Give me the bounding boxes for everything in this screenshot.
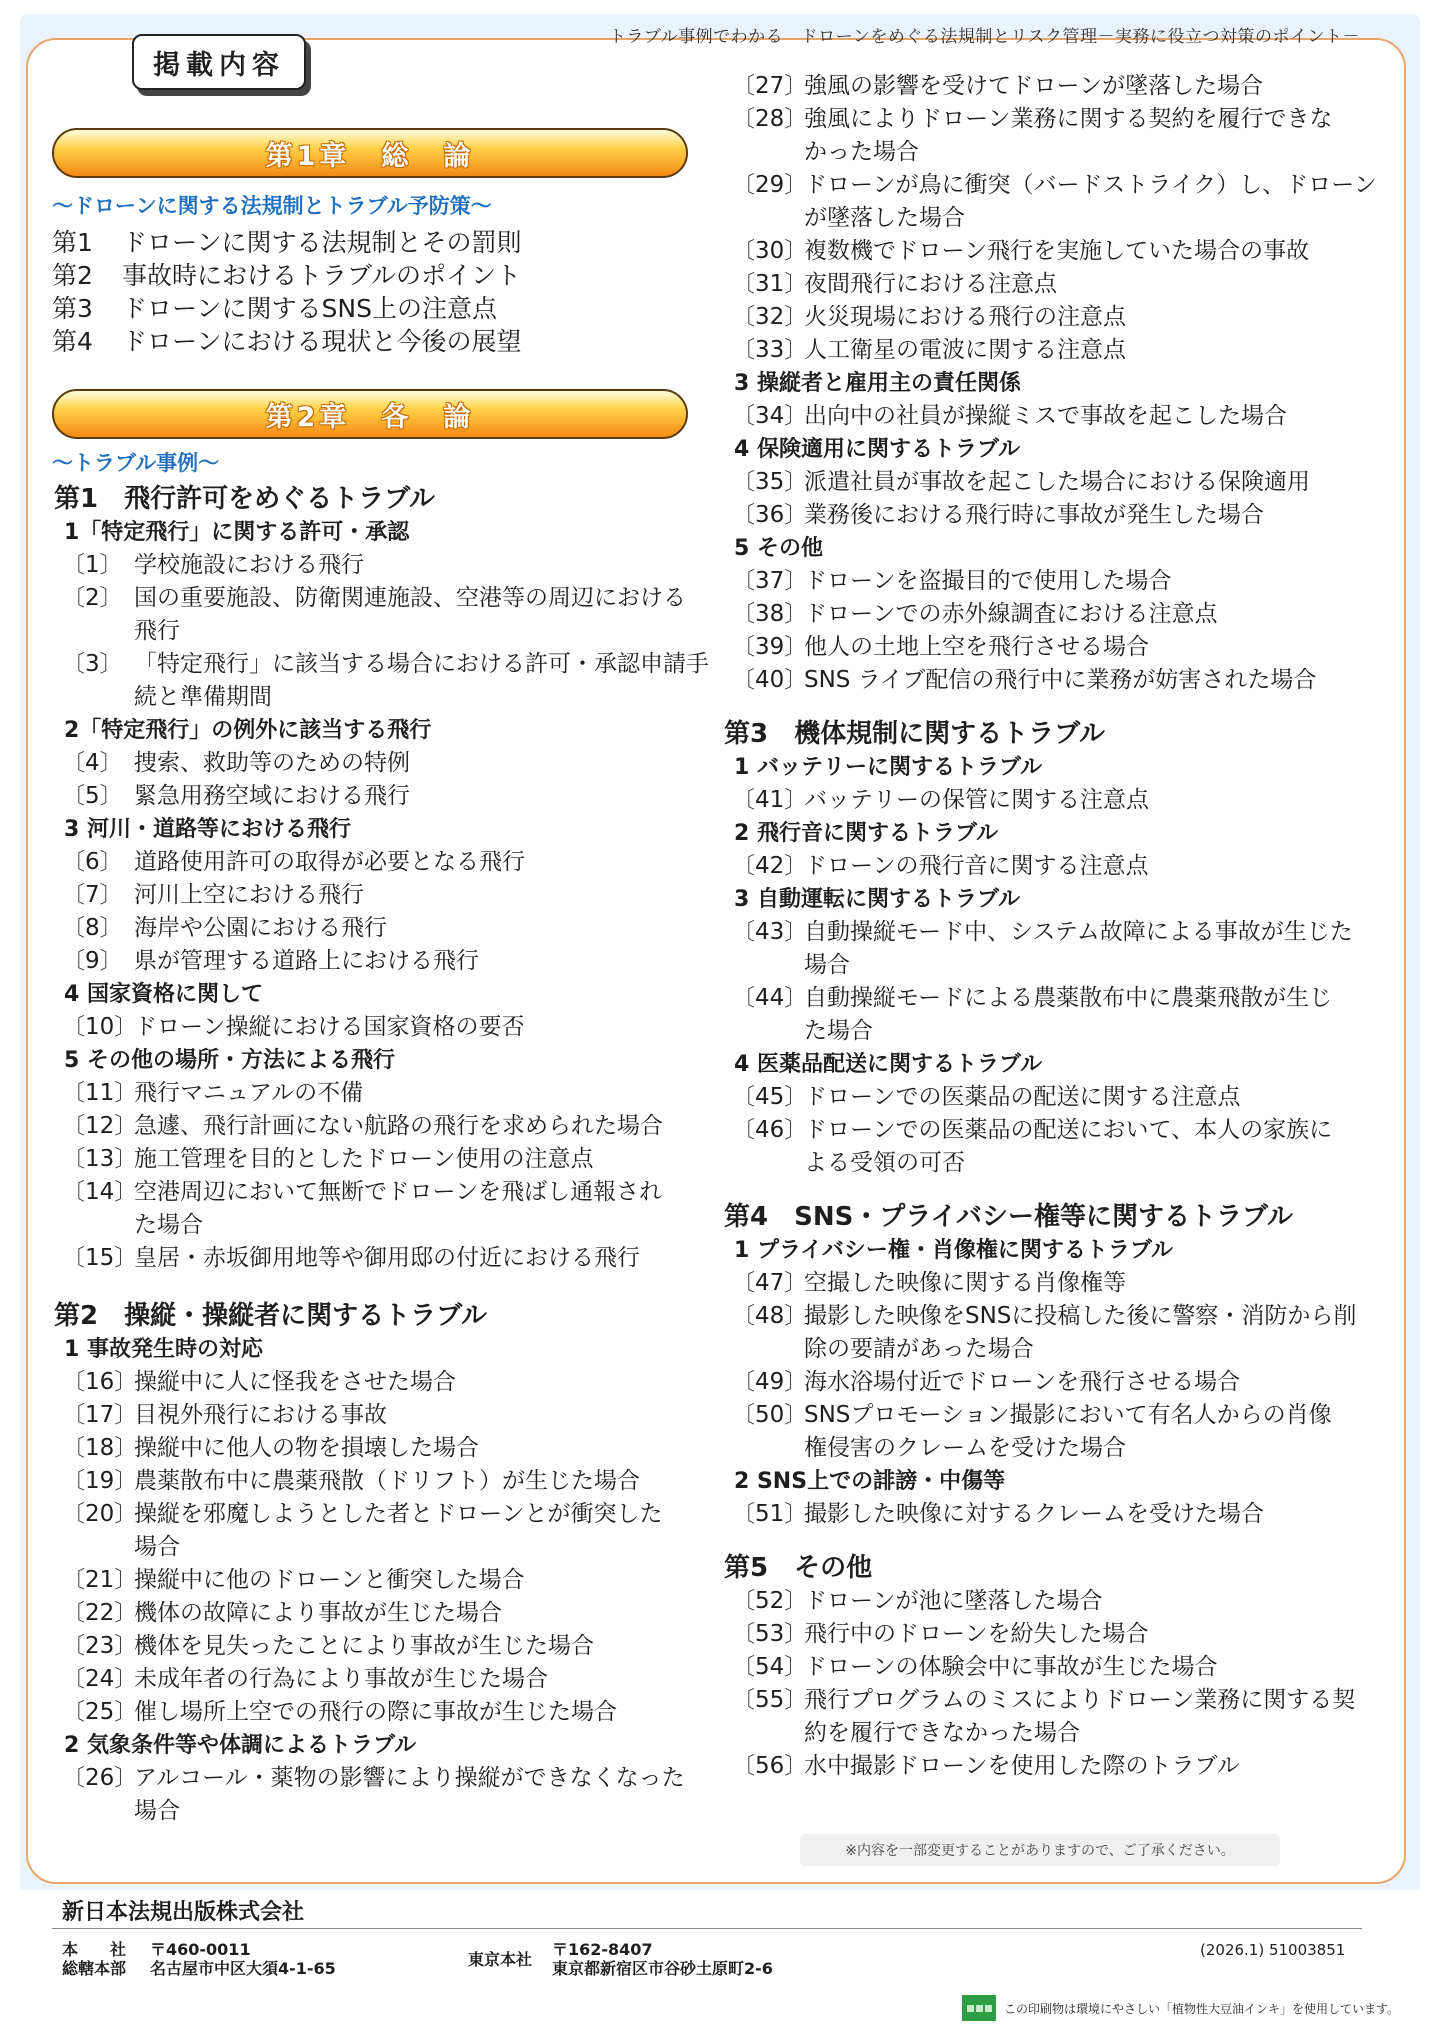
case-number: 〔26〕 — [62, 1765, 138, 1791]
case-number: 〔47〕 — [732, 1270, 808, 1296]
case-number: 〔30〕 — [732, 238, 808, 264]
subsection-heading: 2「特定飛行」の例外に該当する飛行 — [64, 718, 432, 743]
case-title: 撮影した映像をSNSに投稿した後に警察・消防から削 — [804, 1303, 1357, 1329]
case-number: 〔36〕 — [732, 502, 808, 528]
case-title: 他人の土地上空を飛行させる場合 — [804, 634, 1149, 660]
case-item — [722, 664, 1372, 697]
spacer — [722, 697, 1372, 717]
case-title-cont: た場合 — [134, 1212, 203, 1238]
case-title: 機体の故障により事故が生じた場合 — [134, 1600, 502, 1626]
case-title: 飛行中のドローンを紛失した場合 — [804, 1621, 1149, 1647]
case-title: 自動操縦モード中、システム故障による事故が生じた — [804, 919, 1353, 945]
chapter1-item-3: 第3 ドローンに関するSNS上の注意点 — [52, 294, 497, 323]
case-title: 国の重要施設、防衛関連施設、空港等の周辺における — [134, 585, 686, 611]
case-item — [722, 70, 1372, 103]
case-item — [52, 648, 709, 714]
case-item — [722, 1750, 1372, 1783]
case-number: 〔19〕 — [62, 1468, 138, 1494]
case-title-cont: た場合 — [804, 1018, 873, 1044]
case-title: 海水浴場付近でドローンを飛行させる場合 — [804, 1369, 1241, 1395]
case-item — [722, 631, 1372, 664]
case-title: バッテリーの保管に関する注意点 — [804, 787, 1149, 813]
case-number: 〔3〕 — [62, 651, 123, 677]
case-title: 催し場所上空での飛行の際に事故が生じた場合 — [134, 1699, 617, 1725]
case-item — [52, 1242, 702, 1275]
case-title-cont: が墜落した場合 — [804, 205, 965, 231]
case-item — [722, 169, 1377, 235]
case-number: 〔40〕 — [732, 667, 808, 693]
case-title: アルコール・薬物の影響により操縦ができなくなった — [134, 1765, 685, 1791]
case-number: 〔37〕 — [732, 568, 808, 594]
section-heading: 第1 飛行許可をめぐるトラブル — [54, 484, 436, 514]
case-item — [722, 1684, 1372, 1750]
case-title: ドローンでの医薬品の配送において、本人の家族に — [804, 1117, 1333, 1143]
section-heading: 第4 SNS・プライバシー権等に関するトラブル — [724, 1202, 1293, 1232]
case-title: 空撮した映像に関する肖像権等 — [804, 1270, 1126, 1296]
case-item — [52, 1498, 702, 1564]
case-number: 〔17〕 — [62, 1402, 138, 1428]
case-item — [52, 549, 702, 582]
case-item — [52, 1176, 702, 1242]
spacer — [52, 1275, 702, 1299]
case-title: 捜索、救助等のための特例 — [134, 750, 410, 776]
case-item — [52, 1762, 702, 1828]
case-number: 〔55〕 — [732, 1687, 808, 1713]
chapter2-banner: 第2章 各 論 — [52, 389, 688, 439]
case-item — [722, 1585, 1372, 1618]
case-title-cont: 飛行 — [134, 618, 180, 644]
case-number: 〔38〕 — [732, 601, 808, 627]
case-number: 〔15〕 — [62, 1245, 138, 1271]
case-title: 水中撮影ドローンを使用した際のトラブル — [804, 1753, 1240, 1779]
case-number: 〔52〕 — [732, 1588, 808, 1614]
subsection-heading: 2 飛行音に関するトラブル — [734, 821, 999, 846]
case-title: 操縦中に人に怪我をさせた場合 — [134, 1369, 456, 1395]
case-number: 〔53〕 — [732, 1621, 808, 1647]
case-number: 〔49〕 — [732, 1369, 808, 1395]
case-title: 操縦を邪魔しようとした者とドローンとが衝突した — [134, 1501, 663, 1527]
case-title: 河川上空における飛行 — [134, 882, 364, 908]
case-number: 〔4〕 — [62, 750, 123, 776]
subsection-heading: 5 その他 — [734, 536, 823, 561]
case-title-cont: 続と準備期間 — [134, 684, 272, 710]
case-item — [722, 784, 1372, 817]
case-number: 〔10〕 — [62, 1014, 138, 1040]
hq-address: 〒460-0011 名古屋市中区大須4-1-65 — [150, 1940, 336, 1978]
case-title: 複数機でドローン飛行を実施していた場合の事故 — [804, 238, 1310, 264]
case-number: 〔41〕 — [732, 787, 808, 813]
case-item — [52, 1399, 702, 1432]
case-number: 〔11〕 — [62, 1080, 138, 1106]
case-title: 出向中の社員が操縦ミスで事故を起こした場合 — [804, 403, 1287, 429]
eco-notice — [962, 1995, 1399, 2021]
case-number: 〔22〕 — [62, 1600, 138, 1626]
case-item — [52, 1110, 702, 1143]
case-item — [52, 1143, 702, 1176]
case-title: 道路使用許可の取得が必要となる飛行 — [134, 849, 525, 875]
footer-divider — [52, 1928, 1362, 1929]
section-heading: 第2 操縦・操縦者に関するトラブル — [54, 1301, 488, 1331]
case-number: 〔14〕 — [62, 1179, 138, 1205]
case-number: 〔34〕 — [732, 403, 808, 429]
case-item — [52, 879, 702, 912]
right-column — [722, 70, 1377, 1783]
case-item — [52, 912, 702, 945]
case-item — [52, 1663, 702, 1696]
case-title: ドローンでの医薬品の配送に関する注意点 — [804, 1084, 1241, 1110]
hq-label: 本 社 総轄本部 — [62, 1940, 127, 1978]
case-title: SNSプロモーション撮影において有名人からの肖像 — [804, 1402, 1332, 1428]
subsection-heading: 2 SNS上での誹謗・中傷等 — [734, 1469, 1006, 1494]
section-heading: 第5 その他 — [724, 1553, 873, 1583]
case-title: 目視外飛行における事故 — [134, 1402, 387, 1428]
subsection-heading: 1 バッテリーに関するトラブル — [734, 755, 1043, 780]
tokyo-address: 〒162-8407 東京都新宿区市谷砂土原町2-6 — [552, 1940, 773, 1978]
case-title-cont: 除の要請があった場合 — [804, 1336, 1034, 1362]
case-title: SNS ライブ配信の飛行中に業務が妨害された場合 — [804, 667, 1317, 693]
case-item — [722, 916, 1372, 982]
chapter1-banner: 第1章 総 論 — [52, 128, 688, 178]
case-number: 〔29〕 — [732, 172, 808, 198]
case-item — [52, 1696, 702, 1729]
case-title: ドローンの飛行音に関する注意点 — [804, 853, 1149, 879]
case-number: 〔7〕 — [62, 882, 123, 908]
case-title: 夜間飛行における注意点 — [804, 271, 1057, 297]
case-number: 〔25〕 — [62, 1699, 138, 1725]
case-item — [52, 1465, 702, 1498]
case-item — [722, 301, 1372, 334]
case-item — [52, 945, 702, 978]
case-number: 〔39〕 — [732, 634, 808, 660]
case-title: 緊急用務空域における飛行 — [134, 783, 410, 809]
subsection-heading: 3 操縦者と雇用主の責任関係 — [734, 371, 1021, 396]
case-title: 「特定飛行」に該当する場合における許可・承認申請手 — [134, 651, 709, 677]
case-number: 〔46〕 — [732, 1117, 808, 1143]
case-item — [722, 1114, 1372, 1180]
case-number: 〔13〕 — [62, 1146, 138, 1172]
case-item — [52, 1597, 702, 1630]
case-title-cont: 約を履行できなかった場合 — [804, 1720, 1080, 1746]
subsection-heading: 3 自動運転に関するトラブル — [734, 887, 1021, 912]
case-item — [722, 400, 1372, 433]
case-item — [722, 235, 1372, 268]
chapter1-item-4: 第4 ドローンにおける現状と今後の展望 — [52, 327, 522, 356]
case-title: 操縦中に他人の物を損壊した場合 — [134, 1435, 479, 1461]
case-number: 〔1〕 — [62, 552, 123, 578]
case-number: 〔44〕 — [732, 985, 808, 1011]
case-title: 飛行プログラムのミスによりドローン業務に関する契 — [804, 1687, 1356, 1713]
case-number: 〔27〕 — [732, 73, 808, 99]
case-number: 〔31〕 — [732, 271, 808, 297]
case-title: 未成年者の行為により事故が生じた場合 — [134, 1666, 548, 1692]
chapter1-subtitle: ～ドローンに関する法規制とトラブル予防策～ — [52, 194, 492, 218]
notice: ※内容を一部変更することがありますので、ご了承ください。 — [800, 1834, 1280, 1866]
chapter2-subtitle: ～トラブル事例～ — [52, 451, 220, 475]
case-number: 〔33〕 — [732, 337, 808, 363]
case-number: 〔16〕 — [62, 1369, 138, 1395]
subsection-heading: 5 その他の場所・方法による飛行 — [64, 1048, 395, 1073]
case-item — [722, 499, 1372, 532]
case-number: 〔43〕 — [732, 919, 808, 945]
case-item — [52, 1432, 702, 1465]
case-number: 〔24〕 — [62, 1666, 138, 1692]
chapter1-item-1: 第1 ドローンに関する法規制とその罰則 — [52, 228, 522, 257]
case-item — [722, 1366, 1372, 1399]
left-column — [52, 482, 709, 1828]
case-number: 〔5〕 — [62, 783, 123, 809]
case-title: 業務後における飛行時に事故が発生した場合 — [804, 502, 1264, 528]
case-item — [722, 1651, 1372, 1684]
case-item — [722, 1267, 1372, 1300]
subsection-heading: 4 医薬品配送に関するトラブル — [734, 1052, 1043, 1077]
contents-tab: 掲載内容 — [132, 34, 306, 90]
case-number: 〔45〕 — [732, 1084, 808, 1110]
case-item — [722, 598, 1372, 631]
case-number: 〔9〕 — [62, 948, 123, 974]
case-title: 操縦中に他のドローンと衝突した場合 — [134, 1567, 525, 1593]
case-number: 〔54〕 — [732, 1654, 808, 1680]
case-title: 強風の影響を受けてドローンが墜落した場合 — [804, 73, 1264, 99]
catalog-code: (2026.1) 51003851 — [1200, 1941, 1346, 1959]
case-title: ドローンが池に墜落した場合 — [804, 1588, 1103, 1614]
case-item — [722, 1399, 1372, 1465]
eco-text: この印刷物は環境にやさしい「植物性大豆油インキ」を使用しています。 — [1004, 2001, 1400, 2016]
case-title: 皇居・赤坂御用地等や御用邸の付近における飛行 — [134, 1245, 640, 1271]
subsection-heading: 4 国家資格に関して — [64, 982, 263, 1007]
case-title: 派遣社員が事故を起こした場合における保険適用 — [804, 469, 1310, 495]
case-number: 〔56〕 — [732, 1753, 808, 1779]
case-title-cont: よる受領の可否 — [804, 1150, 965, 1176]
section-heading: 第3 機体規制に関するトラブル — [724, 719, 1106, 749]
case-title: 海岸や公園における飛行 — [134, 915, 387, 941]
case-number: 〔12〕 — [62, 1113, 138, 1139]
case-title: 人工衛星の電波に関する注意点 — [804, 337, 1126, 363]
case-title-cont: 権侵害のクレームを受けた場合 — [804, 1435, 1126, 1461]
case-title: 施工管理を目的としたドローン使用の注意点 — [134, 1146, 594, 1172]
case-title-cont: 場合 — [134, 1534, 180, 1560]
case-number: 〔6〕 — [62, 849, 123, 875]
case-number: 〔21〕 — [62, 1567, 138, 1593]
case-title: 農薬散布中に農薬飛散（ドリフト）が生じた場合 — [134, 1468, 640, 1494]
case-item — [722, 850, 1372, 883]
case-number: 〔18〕 — [62, 1435, 138, 1461]
case-item — [52, 1011, 702, 1044]
spacer — [722, 1180, 1372, 1200]
case-title: 火災現場における飛行の注意点 — [804, 304, 1126, 330]
subsection-heading: 1 事故発生時の対応 — [64, 1337, 263, 1362]
case-title: 急遽、飛行計画にない航路の飛行を求められた場合 — [134, 1113, 663, 1139]
spacer — [722, 1531, 1372, 1551]
case-title: 飛行マニュアルの不備 — [134, 1080, 364, 1106]
case-title: 自動操縦モードによる農薬散布中に農薬飛散が生じ — [804, 985, 1333, 1011]
case-number: 〔23〕 — [62, 1633, 138, 1659]
tokyo-label: 東京本社 — [468, 1950, 533, 1969]
case-number: 〔32〕 — [732, 304, 808, 330]
case-number: 〔2〕 — [62, 585, 123, 611]
case-item — [722, 334, 1372, 367]
subsection-heading: 1 プライバシー権・肖像権に関するトラブル — [734, 1238, 1173, 1263]
case-number: 〔48〕 — [732, 1303, 808, 1329]
case-title: ドローンの体験会中に事故が生じた場合 — [804, 1654, 1218, 1680]
case-item — [52, 1077, 702, 1110]
case-number: 〔20〕 — [62, 1501, 138, 1527]
case-item — [52, 846, 702, 879]
subsection-heading: 1「特定飛行」に関する許可・承認 — [64, 520, 410, 545]
subsection-heading: 4 保険適用に関するトラブル — [734, 437, 1021, 462]
case-number: 〔51〕 — [732, 1501, 808, 1527]
case-item — [722, 1300, 1372, 1366]
case-title-cont: 場合 — [804, 952, 850, 978]
case-title: 空港周辺において無断でドローンを飛ばし通報され — [134, 1179, 663, 1205]
case-item — [52, 582, 702, 648]
publisher-name: 新日本法規出版株式会社 — [62, 1900, 305, 1925]
case-item — [722, 1618, 1372, 1651]
subsection-heading: 3 河川・道路等における飛行 — [64, 817, 351, 842]
case-item — [722, 1081, 1372, 1114]
chapter1-item-2: 第2 事故時におけるトラブルのポイント — [52, 261, 522, 290]
case-item — [52, 747, 702, 780]
case-item — [722, 103, 1372, 169]
case-title: 強風によりドローン業務に関する契約を履行できな — [804, 106, 1333, 132]
case-number: 〔50〕 — [732, 1402, 808, 1428]
case-item — [52, 1630, 702, 1663]
case-title: 学校施設における飛行 — [134, 552, 364, 578]
case-title: 撮影した映像に対するクレームを受けた場合 — [804, 1501, 1264, 1527]
case-item — [722, 466, 1372, 499]
header-title: トラブル事例でわかる ドローンをめぐる法規制とリスク管理－実務に役立つ対策のポイント－ — [608, 27, 1360, 47]
case-title: 県が管理する道路上における飛行 — [134, 948, 479, 974]
case-number: 〔28〕 — [732, 106, 808, 132]
eco-ink-icon — [962, 1995, 996, 2021]
case-item — [722, 982, 1372, 1048]
case-title: ドローンでの赤外線調査における注意点 — [804, 601, 1218, 627]
case-item — [52, 1366, 702, 1399]
case-title: ドローンを盗撮目的で使用した場合 — [804, 568, 1172, 594]
case-title: 機体を見失ったことにより事故が生じた場合 — [134, 1633, 594, 1659]
case-number: 〔42〕 — [732, 853, 808, 879]
case-item — [52, 780, 702, 813]
subsection-heading: 2 気象条件等や体調によるトラブル — [64, 1733, 417, 1758]
case-title: ドローンが鳥に衝突（バードストライク）し、ドローン — [804, 172, 1377, 198]
case-number: 〔35〕 — [732, 469, 808, 495]
case-title: ドローン操縦における国家資格の要否 — [134, 1014, 525, 1040]
case-item — [722, 268, 1372, 301]
case-item — [52, 1564, 702, 1597]
case-title-cont: かった場合 — [804, 139, 919, 165]
case-item — [722, 1498, 1372, 1531]
case-item — [722, 565, 1372, 598]
case-number: 〔8〕 — [62, 915, 123, 941]
case-title-cont: 場合 — [134, 1798, 180, 1824]
